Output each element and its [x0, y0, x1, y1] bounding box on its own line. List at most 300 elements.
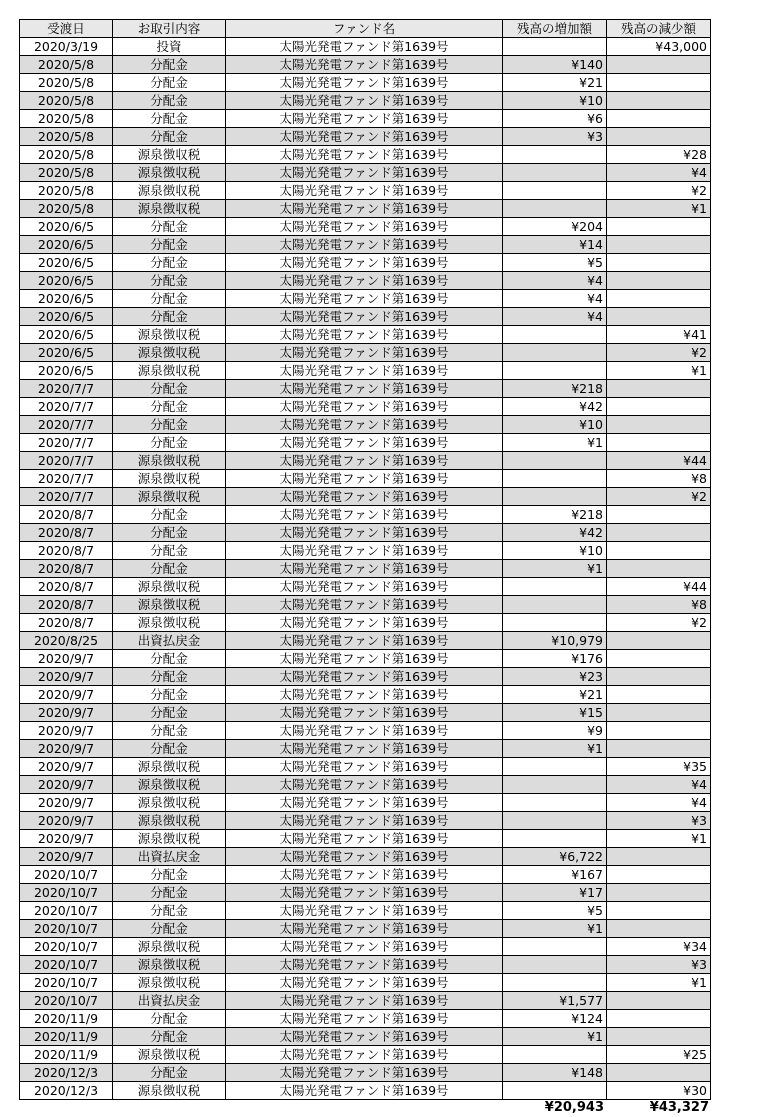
- table-row: [20, 650, 711, 668]
- cell-increase: [503, 974, 607, 992]
- cell-increase: [503, 614, 607, 632]
- cell-type: 分配金: [113, 254, 226, 272]
- cell-fund: 太陽光発電ファンド第1639号: [226, 794, 503, 812]
- cell-type: 源泉徴収税: [113, 182, 226, 200]
- cell-decrease: ¥1: [607, 974, 711, 992]
- cell-date: 2020/6/5: [20, 236, 113, 254]
- cell-increase: ¥10: [503, 542, 607, 560]
- cell-fund: 太陽光発電ファンド第1639号: [226, 938, 503, 956]
- cell-date: 2020/7/7: [20, 488, 113, 506]
- table-row: [20, 992, 711, 1010]
- cell-decrease: ¥1: [607, 362, 711, 380]
- cell-increase: [503, 776, 607, 794]
- table-row: [20, 200, 711, 218]
- cell-fund: 太陽光発電ファンド第1639号: [226, 200, 503, 218]
- cell-decrease: ¥3: [607, 956, 711, 974]
- cell-date: 2020/9/7: [20, 704, 113, 722]
- table-row: [20, 506, 711, 524]
- cell-fund: 太陽光発電ファンド第1639号: [226, 74, 503, 92]
- cell-date: 2020/5/8: [20, 110, 113, 128]
- cell-increase: ¥1: [503, 740, 607, 758]
- cell-fund: 太陽光発電ファンド第1639号: [226, 812, 503, 830]
- cell-date: 2020/11/9: [20, 1010, 113, 1028]
- cell-increase: [503, 758, 607, 776]
- cell-type: 出資払戻金: [113, 992, 226, 1010]
- cell-increase: ¥15: [503, 704, 607, 722]
- cell-fund: 太陽光発電ファンド第1639号: [226, 56, 503, 74]
- cell-fund: 太陽光発電ファンド第1639号: [226, 668, 503, 686]
- cell-date: 2020/6/5: [20, 344, 113, 362]
- table-row: [20, 218, 711, 236]
- table-row: [20, 434, 711, 452]
- table-row: [20, 596, 711, 614]
- cell-date: 2020/10/7: [20, 974, 113, 992]
- cell-date: 2020/10/7: [20, 902, 113, 920]
- cell-date: 2020/6/5: [20, 326, 113, 344]
- cell-fund: 太陽光発電ファンド第1639号: [226, 686, 503, 704]
- cell-fund: 太陽光発電ファンド第1639号: [226, 524, 503, 542]
- cell-increase: ¥10,979: [503, 632, 607, 650]
- cell-increase: [503, 830, 607, 848]
- cell-increase: [503, 1046, 607, 1064]
- cell-increase: ¥42: [503, 398, 607, 416]
- cell-fund: 太陽光発電ファンド第1639号: [226, 128, 503, 146]
- table-row: [20, 470, 711, 488]
- cell-type: 源泉徴収税: [113, 596, 226, 614]
- table-row: [20, 344, 711, 362]
- cell-fund: 太陽光発電ファンド第1639号: [226, 884, 503, 902]
- cell-fund: 太陽光発電ファンド第1639号: [226, 920, 503, 938]
- cell-fund: 太陽光発電ファンド第1639号: [226, 1010, 503, 1028]
- cell-fund: 太陽光発電ファンド第1639号: [226, 164, 503, 182]
- cell-increase: [503, 488, 607, 506]
- table-row: [20, 866, 711, 884]
- cell-increase: ¥21: [503, 686, 607, 704]
- cell-decrease: [607, 920, 711, 938]
- cell-date: 2020/7/7: [20, 398, 113, 416]
- cell-decrease: ¥1: [607, 830, 711, 848]
- cell-type: 源泉徴収税: [113, 974, 226, 992]
- cell-decrease: ¥4: [607, 794, 711, 812]
- table-row: [20, 758, 711, 776]
- cell-fund: 太陽光発電ファンド第1639号: [226, 398, 503, 416]
- cell-type: 分配金: [113, 524, 226, 542]
- cell-fund: 太陽光発電ファンド第1639号: [226, 848, 503, 866]
- table-row: [20, 578, 711, 596]
- cell-type: 出資払戻金: [113, 848, 226, 866]
- cell-increase: [503, 344, 607, 362]
- cell-fund: 太陽光発電ファンド第1639号: [226, 1046, 503, 1064]
- cell-date: 2020/10/7: [20, 992, 113, 1010]
- cell-date: 2020/8/7: [20, 614, 113, 632]
- table-row: [20, 1028, 711, 1046]
- table-row: [20, 740, 711, 758]
- cell-type: 分配金: [113, 902, 226, 920]
- table-row: [20, 362, 711, 380]
- cell-increase: [503, 146, 607, 164]
- cell-type: 分配金: [113, 722, 226, 740]
- cell-decrease: [607, 74, 711, 92]
- cell-decrease: [607, 308, 711, 326]
- table-row: [20, 830, 711, 848]
- cell-date: 2020/5/8: [20, 128, 113, 146]
- table-row: [20, 1046, 711, 1064]
- cell-decrease: ¥2: [607, 614, 711, 632]
- cell-type: 投資: [113, 38, 226, 56]
- table-row: [20, 146, 711, 164]
- header-increase: 残高の増加額: [503, 20, 607, 38]
- cell-fund: 太陽光発電ファンド第1639号: [226, 470, 503, 488]
- cell-type: 分配金: [113, 74, 226, 92]
- header-decrease: 残高の減少額: [607, 20, 711, 38]
- cell-fund: 太陽光発電ファンド第1639号: [226, 758, 503, 776]
- cell-decrease: [607, 290, 711, 308]
- cell-type: 分配金: [113, 506, 226, 524]
- cell-decrease: ¥35: [607, 758, 711, 776]
- cell-type: 源泉徴収税: [113, 956, 226, 974]
- cell-type: 源泉徴収税: [113, 470, 226, 488]
- cell-type: 源泉徴収税: [113, 1046, 226, 1064]
- cell-increase: ¥42: [503, 524, 607, 542]
- cell-decrease: [607, 434, 711, 452]
- table-row: [20, 704, 711, 722]
- cell-increase: [503, 794, 607, 812]
- cell-fund: 太陽光発電ファンド第1639号: [226, 38, 503, 56]
- cell-date: 2020/10/7: [20, 938, 113, 956]
- cell-increase: ¥6,722: [503, 848, 607, 866]
- cell-date: 2020/9/7: [20, 848, 113, 866]
- cell-increase: ¥17: [503, 884, 607, 902]
- cell-fund: 太陽光発電ファンド第1639号: [226, 560, 503, 578]
- cell-increase: ¥1: [503, 560, 607, 578]
- cell-increase: [503, 326, 607, 344]
- table-row: [20, 398, 711, 416]
- cell-decrease: [607, 56, 711, 74]
- cell-decrease: [607, 560, 711, 578]
- cell-type: 出資払戻金: [113, 632, 226, 650]
- cell-decrease: [607, 884, 711, 902]
- cell-decrease: ¥25: [607, 1046, 711, 1064]
- cell-type: 分配金: [113, 704, 226, 722]
- table-row: [20, 1010, 711, 1028]
- cell-increase: ¥10: [503, 416, 607, 434]
- table-row: [20, 380, 711, 398]
- cell-increase: ¥23: [503, 668, 607, 686]
- cell-decrease: ¥8: [607, 470, 711, 488]
- cell-date: 2020/6/5: [20, 218, 113, 236]
- table-row: [20, 686, 711, 704]
- cell-increase: ¥6: [503, 110, 607, 128]
- cell-date: 2020/3/19: [20, 38, 113, 56]
- cell-decrease: [607, 506, 711, 524]
- cell-type: 分配金: [113, 884, 226, 902]
- cell-decrease: [607, 128, 711, 146]
- cell-increase: [503, 956, 607, 974]
- cell-increase: [503, 182, 607, 200]
- cell-fund: 太陽光発電ファンド第1639号: [226, 992, 503, 1010]
- cell-decrease: [607, 398, 711, 416]
- cell-increase: ¥148: [503, 1064, 607, 1082]
- table-row: [20, 1082, 711, 1100]
- cell-fund: 太陽光発電ファンド第1639号: [226, 632, 503, 650]
- cell-decrease: [607, 902, 711, 920]
- cell-type: 分配金: [113, 380, 226, 398]
- table-row: [20, 812, 711, 830]
- cell-type: 分配金: [113, 740, 226, 758]
- cell-type: 源泉徴収税: [113, 200, 226, 218]
- cell-increase: ¥176: [503, 650, 607, 668]
- cell-date: 2020/5/8: [20, 74, 113, 92]
- cell-increase: [503, 200, 607, 218]
- table-row: [20, 632, 711, 650]
- table-row: [20, 56, 711, 74]
- table-row: [20, 254, 711, 272]
- cell-type: 分配金: [113, 434, 226, 452]
- cell-decrease: [607, 1010, 711, 1028]
- cell-decrease: [607, 866, 711, 884]
- cell-decrease: [607, 254, 711, 272]
- cell-increase: [503, 452, 607, 470]
- transaction-table: [19, 19, 711, 1100]
- cell-fund: 太陽光発電ファンド第1639号: [226, 542, 503, 560]
- cell-type: 分配金: [113, 272, 226, 290]
- cell-date: 2020/6/5: [20, 308, 113, 326]
- cell-fund: 太陽光発電ファンド第1639号: [226, 380, 503, 398]
- cell-fund: 太陽光発電ファンド第1639号: [226, 596, 503, 614]
- cell-fund: 太陽光発電ファンド第1639号: [226, 830, 503, 848]
- cell-fund: 太陽光発電ファンド第1639号: [226, 182, 503, 200]
- cell-fund: 太陽光発電ファンド第1639号: [226, 218, 503, 236]
- cell-date: 2020/10/7: [20, 866, 113, 884]
- cell-increase: ¥1,577: [503, 992, 607, 1010]
- cell-date: 2020/8/7: [20, 524, 113, 542]
- cell-type: 分配金: [113, 1064, 226, 1082]
- cell-decrease: [607, 992, 711, 1010]
- cell-fund: 太陽光発電ファンド第1639号: [226, 776, 503, 794]
- cell-increase: ¥10: [503, 92, 607, 110]
- cell-type: 分配金: [113, 416, 226, 434]
- cell-date: 2020/8/7: [20, 506, 113, 524]
- cell-fund: 太陽光発電ファンド第1639号: [226, 416, 503, 434]
- cell-increase: [503, 470, 607, 488]
- cell-fund: 太陽光発電ファンド第1639号: [226, 272, 503, 290]
- cell-decrease: [607, 1064, 711, 1082]
- cell-fund: 太陽光発電ファンド第1639号: [226, 1028, 503, 1046]
- cell-fund: 太陽光発電ファンド第1639号: [226, 254, 503, 272]
- table-body: [20, 38, 711, 1100]
- cell-fund: 太陽光発電ファンド第1639号: [226, 146, 503, 164]
- cell-type: 源泉徴収税: [113, 794, 226, 812]
- cell-decrease: [607, 1028, 711, 1046]
- cell-decrease: [607, 416, 711, 434]
- cell-date: 2020/11/9: [20, 1028, 113, 1046]
- cell-decrease: [607, 740, 711, 758]
- table-row: [20, 74, 711, 92]
- cell-date: 2020/8/7: [20, 542, 113, 560]
- cell-fund: 太陽光発電ファンド第1639号: [226, 344, 503, 362]
- cell-type: 源泉徴収税: [113, 1082, 226, 1100]
- cell-decrease: [607, 92, 711, 110]
- cell-date: 2020/9/7: [20, 668, 113, 686]
- cell-fund: 太陽光発電ファンド第1639号: [226, 1082, 503, 1100]
- cell-date: 2020/7/7: [20, 452, 113, 470]
- cell-type: 分配金: [113, 920, 226, 938]
- cell-type: 分配金: [113, 668, 226, 686]
- cell-decrease: ¥43,000: [607, 38, 711, 56]
- cell-date: 2020/5/8: [20, 146, 113, 164]
- cell-type: 分配金: [113, 128, 226, 146]
- cell-increase: ¥5: [503, 254, 607, 272]
- cell-type: 分配金: [113, 56, 226, 74]
- table-row: [20, 920, 711, 938]
- cell-type: 分配金: [113, 308, 226, 326]
- cell-type: 分配金: [113, 218, 226, 236]
- cell-increase: ¥124: [503, 1010, 607, 1028]
- cell-date: 2020/8/25: [20, 632, 113, 650]
- cell-type: 分配金: [113, 542, 226, 560]
- cell-fund: 太陽光発電ファンド第1639号: [226, 740, 503, 758]
- cell-increase: [503, 38, 607, 56]
- cell-type: 源泉徴収税: [113, 344, 226, 362]
- table-row: [20, 488, 711, 506]
- cell-date: 2020/9/7: [20, 758, 113, 776]
- cell-type: 分配金: [113, 236, 226, 254]
- table-row: [20, 794, 711, 812]
- cell-decrease: [607, 686, 711, 704]
- cell-decrease: ¥1: [607, 200, 711, 218]
- cell-increase: ¥14: [503, 236, 607, 254]
- table-row: [20, 38, 711, 56]
- cell-type: 分配金: [113, 398, 226, 416]
- cell-type: 源泉徴収税: [113, 164, 226, 182]
- cell-increase: ¥1: [503, 920, 607, 938]
- cell-type: 源泉徴収税: [113, 578, 226, 596]
- cell-type: 源泉徴収税: [113, 362, 226, 380]
- cell-fund: 太陽光発電ファンド第1639号: [226, 434, 503, 452]
- cell-type: 分配金: [113, 92, 226, 110]
- cell-decrease: ¥30: [607, 1082, 711, 1100]
- cell-type: 源泉徴収税: [113, 488, 226, 506]
- cell-date: 2020/7/7: [20, 470, 113, 488]
- cell-increase: [503, 812, 607, 830]
- cell-date: 2020/9/7: [20, 740, 113, 758]
- cell-fund: 太陽光発電ファンド第1639号: [226, 488, 503, 506]
- cell-decrease: [607, 722, 711, 740]
- table-row: [20, 416, 711, 434]
- cell-fund: 太陽光発電ファンド第1639号: [226, 110, 503, 128]
- cell-fund: 太陽光発電ファンド第1639号: [226, 722, 503, 740]
- cell-increase: ¥4: [503, 272, 607, 290]
- total-increase: ¥20,943: [544, 1100, 604, 1115]
- cell-date: 2020/9/7: [20, 722, 113, 740]
- cell-date: 2020/8/7: [20, 596, 113, 614]
- cell-increase: ¥21: [503, 74, 607, 92]
- table-row: [20, 938, 711, 956]
- cell-decrease: ¥2: [607, 344, 711, 362]
- cell-decrease: ¥3: [607, 812, 711, 830]
- cell-date: 2020/5/8: [20, 182, 113, 200]
- cell-type: 分配金: [113, 1028, 226, 1046]
- cell-decrease: ¥8: [607, 596, 711, 614]
- cell-increase: [503, 164, 607, 182]
- table-row: [20, 614, 711, 632]
- cell-decrease: ¥44: [607, 578, 711, 596]
- cell-decrease: [607, 704, 711, 722]
- cell-type: 源泉徴収税: [113, 614, 226, 632]
- cell-type: 源泉徴収税: [113, 776, 226, 794]
- cell-increase: ¥4: [503, 290, 607, 308]
- cell-increase: [503, 938, 607, 956]
- table-row: [20, 110, 711, 128]
- cell-increase: ¥5: [503, 902, 607, 920]
- cell-fund: 太陽光発電ファンド第1639号: [226, 614, 503, 632]
- cell-type: 源泉徴収税: [113, 452, 226, 470]
- table-row: [20, 128, 711, 146]
- cell-date: 2020/6/5: [20, 254, 113, 272]
- cell-date: 2020/6/5: [20, 272, 113, 290]
- cell-decrease: ¥41: [607, 326, 711, 344]
- cell-increase: [503, 578, 607, 596]
- cell-decrease: ¥4: [607, 164, 711, 182]
- cell-decrease: ¥2: [607, 182, 711, 200]
- cell-increase: ¥140: [503, 56, 607, 74]
- cell-decrease: ¥4: [607, 776, 711, 794]
- table-row: [20, 848, 711, 866]
- cell-date: 2020/9/7: [20, 650, 113, 668]
- cell-fund: 太陽光発電ファンド第1639号: [226, 362, 503, 380]
- cell-increase: ¥218: [503, 506, 607, 524]
- cell-fund: 太陽光発電ファンド第1639号: [226, 506, 503, 524]
- cell-decrease: [607, 668, 711, 686]
- table-row: [20, 92, 711, 110]
- cell-decrease: ¥44: [607, 452, 711, 470]
- table-row: [20, 884, 711, 902]
- cell-date: 2020/9/7: [20, 812, 113, 830]
- cell-increase: ¥204: [503, 218, 607, 236]
- cell-date: 2020/9/7: [20, 830, 113, 848]
- table-row: [20, 236, 711, 254]
- cell-type: 分配金: [113, 686, 226, 704]
- cell-date: 2020/9/7: [20, 794, 113, 812]
- cell-date: 2020/10/7: [20, 884, 113, 902]
- cell-date: 2020/7/7: [20, 434, 113, 452]
- cell-date: 2020/5/8: [20, 200, 113, 218]
- cell-type: 分配金: [113, 560, 226, 578]
- cell-increase: ¥3: [503, 128, 607, 146]
- cell-type: 分配金: [113, 650, 226, 668]
- cell-type: 源泉徴収税: [113, 938, 226, 956]
- table-row: [20, 524, 711, 542]
- cell-decrease: [607, 542, 711, 560]
- table-header-row: [20, 20, 711, 38]
- cell-type: 源泉徴収税: [113, 326, 226, 344]
- cell-increase: ¥1: [503, 434, 607, 452]
- cell-date: 2020/5/8: [20, 164, 113, 182]
- cell-date: 2020/8/7: [20, 578, 113, 596]
- cell-fund: 太陽光発電ファンド第1639号: [226, 704, 503, 722]
- cell-date: 2020/10/7: [20, 920, 113, 938]
- cell-decrease: [607, 848, 711, 866]
- cell-decrease: ¥34: [607, 938, 711, 956]
- cell-decrease: [607, 524, 711, 542]
- cell-decrease: ¥2: [607, 488, 711, 506]
- cell-decrease: [607, 380, 711, 398]
- cell-fund: 太陽光発電ファンド第1639号: [226, 866, 503, 884]
- cell-date: 2020/8/7: [20, 560, 113, 578]
- cell-type: 分配金: [113, 290, 226, 308]
- cell-increase: ¥167: [503, 866, 607, 884]
- header-fund: ファンド名: [226, 20, 503, 38]
